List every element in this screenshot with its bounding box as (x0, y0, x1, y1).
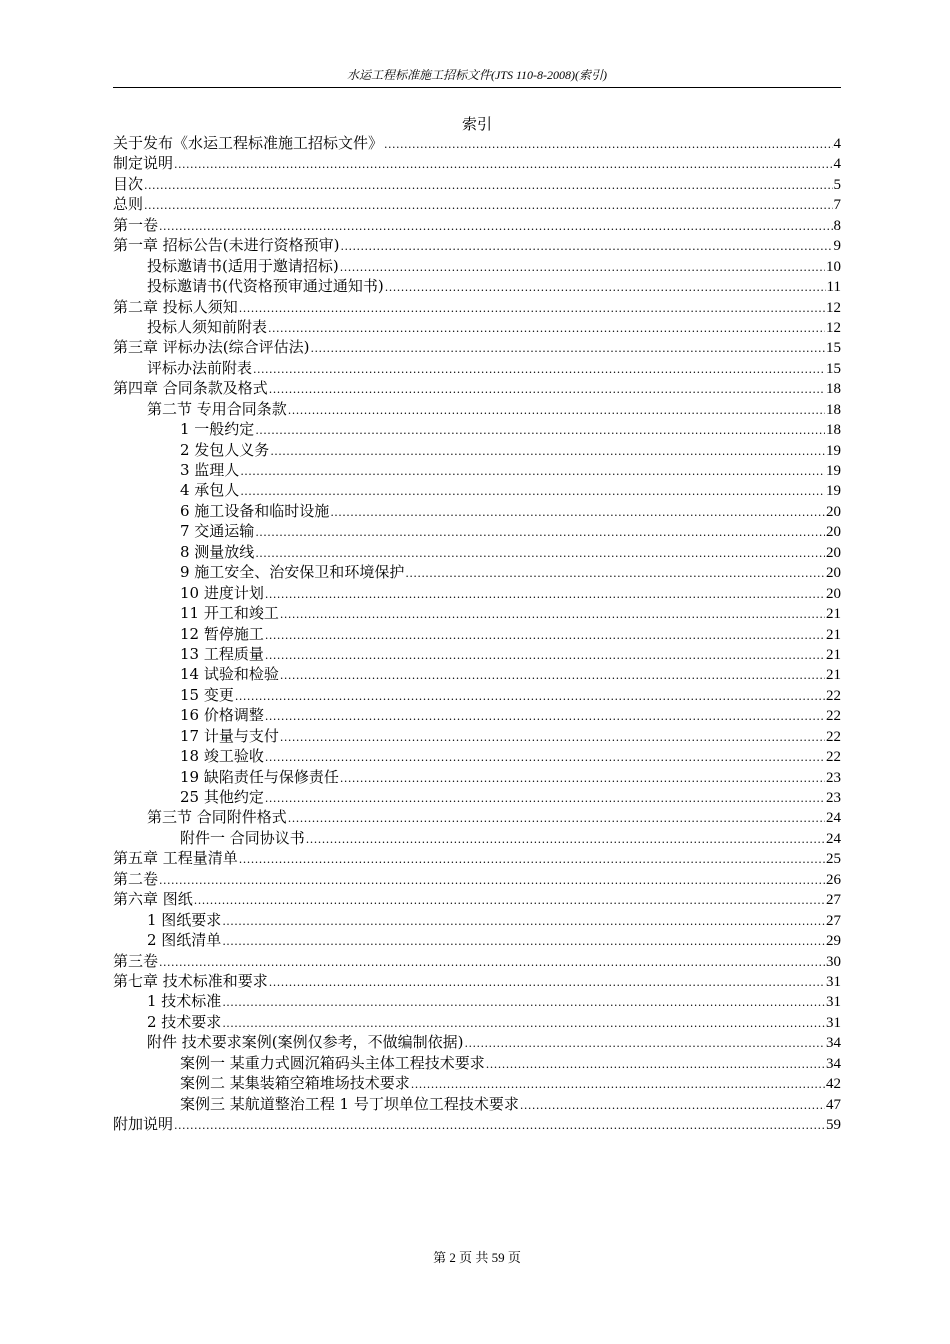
toc-entry[interactable] (113, 1073, 841, 1093)
toc-entry-page: 21 (826, 667, 841, 684)
toc-leader-dots (235, 687, 825, 705)
toc-entry-label: 第一卷 (113, 215, 159, 234)
toc-entry[interactable] (113, 297, 841, 317)
toc-leader-dots (340, 237, 832, 255)
toc-entry-label: 17 计量与支付 (180, 726, 279, 745)
running-header: 水运工程标准施工招标文件(JTS 110-8-2008)(索引) (346, 68, 608, 82)
toc-leader-dots (330, 503, 825, 521)
toc-entry-label: 第三章 评标办法(综合评估法) (113, 338, 310, 357)
toc-entry[interactable] (113, 1053, 841, 1073)
toc-entry[interactable] (113, 705, 841, 725)
toc-entry[interactable] (113, 480, 841, 500)
toc-entry[interactable] (113, 869, 841, 889)
toc-entry-label: 评标办法前附表 (147, 358, 253, 377)
toc-entry[interactable] (113, 1032, 841, 1052)
toc-entry-page: 31 (826, 973, 841, 990)
toc-leader-dots (384, 135, 832, 153)
toc-entry-label: 1 图纸要求 (147, 910, 222, 929)
toc-entry-page: 20 (826, 524, 841, 541)
toc-entry-page: 12 (826, 299, 841, 316)
toc-entry-page: 27 (826, 892, 841, 909)
toc-leader-dots (464, 1034, 825, 1052)
toc-entry-page: 24 (826, 810, 841, 827)
toc-entry-label: 投标邀请书(适用于邀请招标) (147, 256, 339, 275)
toc-entry-page: 47 (826, 1096, 841, 1113)
toc-entry-label: 第三卷 (113, 951, 159, 970)
toc-entry[interactable] (113, 501, 841, 521)
toc-entry-label: 15 变更 (180, 685, 234, 704)
toc-entry-page: 15 (826, 360, 841, 377)
toc-entry-label: 1 技术标准 (147, 992, 222, 1011)
toc-leader-dots (310, 339, 825, 357)
toc-entry-page: 31 (826, 994, 841, 1011)
toc-entry[interactable] (113, 583, 841, 603)
toc-entry-label: 7 交通运输 (180, 522, 255, 541)
toc-entry-label: 11 开工和竣工 (180, 604, 279, 623)
toc-entry-label: 总则 (113, 195, 144, 214)
toc-entry-page: 19 (826, 442, 841, 459)
toc-entry-page: 15 (826, 340, 841, 357)
toc-entry[interactable] (113, 378, 841, 398)
toc-entry-label: 第四章 合同条款及格式 (113, 379, 268, 398)
toc-entry[interactable] (113, 358, 841, 378)
toc-entry-label: 制定说明 (113, 154, 174, 173)
toc-entry-label: 16 价格调整 (180, 706, 264, 725)
toc-leader-dots (265, 646, 825, 664)
toc-entry[interactable] (113, 1012, 841, 1032)
toc-entry-label: 附件一 合同协议书 (180, 828, 305, 847)
toc-entry-page: 18 (826, 401, 841, 418)
toc-entry-page: 5 (833, 176, 841, 193)
toc-leader-dots (255, 421, 825, 439)
toc-leader-dots (240, 462, 825, 480)
toc-entry-label: 12 暂停施工 (180, 624, 264, 643)
toc-leader-dots (270, 442, 825, 460)
toc-entry-page: 23 (826, 769, 841, 786)
toc-entry-page: 8 (833, 217, 841, 234)
toc-entry[interactable] (113, 1094, 841, 1114)
toc-leader-dots (222, 993, 825, 1011)
toc-entry-page: 21 (826, 626, 841, 643)
toc-entry-page: 34 (826, 1035, 841, 1052)
toc-leader-dots (174, 1116, 825, 1134)
toc-leader-dots (268, 319, 825, 337)
toc-entry-label: 第六章 图纸 (113, 890, 193, 909)
toc-entry-page: 11 (826, 279, 841, 296)
header-rule (113, 87, 841, 88)
toc-entry-label: 4 承包人 (180, 481, 240, 500)
toc-leader-dots (239, 299, 825, 317)
toc-leader-dots (265, 585, 825, 603)
toc-leader-dots (144, 176, 832, 194)
toc-entry[interactable] (113, 133, 841, 153)
toc-leader-dots (255, 544, 825, 562)
toc-entry-page: 25 (826, 851, 841, 868)
toc-entry-label: 案例二 某集装箱空箱堆场技术要求 (180, 1074, 410, 1093)
toc-entry-label: 第二章 投标人须知 (113, 297, 238, 316)
toc-leader-dots (239, 850, 825, 868)
toc-leader-dots (240, 482, 825, 500)
toc-leader-dots (340, 769, 825, 787)
toc-entry[interactable] (113, 337, 841, 357)
toc-entry-page: 42 (826, 1076, 841, 1093)
toc-entry[interactable] (113, 235, 841, 255)
toc-entry[interactable] (113, 542, 841, 562)
toc-entry-page: 19 (826, 483, 841, 500)
toc-entry-page: 59 (826, 1117, 841, 1133)
toc-entry-page: 26 (826, 871, 841, 888)
toc-entry-label: 2 技术要求 (147, 1012, 222, 1031)
toc-leader-dots (520, 1096, 825, 1114)
page-title: 索引 (461, 115, 492, 133)
toc-leader-dots (222, 912, 825, 930)
toc-entry[interactable] (113, 624, 841, 644)
toc-leader-dots (265, 707, 825, 725)
toc-entry[interactable] (113, 930, 841, 950)
toc-entry[interactable] (113, 889, 841, 909)
toc-leader-dots (280, 728, 825, 746)
toc-leader-dots (144, 196, 832, 214)
toc-entry-label: 6 施工设备和临时设施 (180, 501, 330, 520)
toc-leader-dots (255, 523, 825, 541)
toc-leader-dots (194, 891, 825, 909)
page-footer: 第 2 页 共 59 页 (433, 1250, 521, 1265)
toc-entry[interactable] (113, 440, 841, 460)
toc-entry[interactable] (113, 971, 841, 991)
toc-leader-dots (269, 973, 825, 991)
toc-entry-label: 13 工程质量 (180, 644, 264, 663)
toc-leader-dots (405, 564, 825, 582)
toc-entry-page: 34 (826, 1055, 841, 1072)
toc-entry-label: 2 发包人义务 (180, 440, 270, 459)
toc-entry[interactable] (113, 256, 841, 276)
toc-entry-page: 4 (833, 156, 841, 173)
toc-entry-page: 21 (826, 606, 841, 623)
toc-entry-page: 20 (826, 544, 841, 561)
toc-entry[interactable] (113, 685, 841, 705)
toc-leader-dots (159, 953, 825, 971)
toc-leader-dots (306, 830, 825, 848)
toc-entry-label: 案例三 某航道整治工程 1 号丁坝单位工程技术要求 (180, 1094, 519, 1113)
toc-entry-label: 8 测量放线 (180, 542, 255, 561)
toc-entry[interactable] (113, 317, 841, 337)
toc-entry-label: 附件 技术要求案例(案例仅参考，不做编制依据) (147, 1033, 464, 1052)
toc-entry[interactable] (113, 276, 841, 296)
toc-entry[interactable] (113, 460, 841, 480)
toc-entry[interactable] (113, 664, 841, 684)
toc-entry-label: 25 其他约定 (180, 788, 264, 806)
toc-entry-page: 22 (826, 749, 841, 766)
toc-leader-dots (288, 809, 825, 827)
toc-leader-dots (340, 258, 825, 276)
toc-entry[interactable] (113, 807, 841, 827)
toc-entry-label: 3 监理人 (180, 461, 240, 479)
toc-entry-label: 第二卷 (113, 869, 159, 888)
toc-entry-page: 31 (826, 1014, 841, 1031)
toc-entry-label: 目次 (113, 174, 144, 193)
toc-entry-page: 20 (826, 585, 841, 602)
toc-entry-page: 20 (826, 503, 841, 520)
toc-entry-page: 27 (826, 912, 841, 929)
toc-leader-dots (159, 217, 832, 235)
toc-entry-label: 案例一 某重力式圆沉箱码头主体工程技术要求 (180, 1053, 485, 1072)
toc-entry-label: 投标人须知前附表 (147, 317, 268, 336)
toc-leader-dots (269, 380, 825, 398)
toc-entry[interactable] (113, 991, 841, 1011)
toc-entry-label: 14 试验和检验 (180, 665, 279, 684)
toc-entry[interactable] (113, 419, 841, 439)
toc-entry[interactable] (113, 153, 841, 173)
toc-entry[interactable] (113, 215, 841, 235)
toc-leader-dots (265, 626, 825, 644)
toc-entry[interactable] (113, 644, 841, 664)
toc-entry-page: 22 (826, 687, 841, 704)
toc-leader-dots (265, 789, 825, 807)
toc-entry[interactable] (113, 194, 841, 214)
toc-entry-page: 22 (826, 728, 841, 745)
toc-entry[interactable] (113, 951, 841, 971)
toc-entry[interactable] (113, 787, 841, 807)
toc-entry-page: 20 (826, 565, 841, 582)
toc-entry[interactable] (113, 562, 841, 582)
toc-entry-label: 2 图纸清单 (147, 931, 222, 950)
toc-entry-page: 19 (826, 463, 841, 479)
toc-entry-label: 第二节 专用合同条款 (147, 399, 287, 418)
toc-entry-page: 12 (826, 319, 841, 336)
toc-entry-label: 第三节 合同附件格式 (147, 808, 287, 827)
toc-entry[interactable] (113, 174, 841, 194)
toc-entry[interactable] (113, 910, 841, 930)
toc-entry-page: 10 (826, 258, 841, 275)
toc-entry-page: 24 (826, 830, 841, 847)
toc-leader-dots (253, 360, 825, 378)
toc-leader-dots (280, 605, 825, 623)
toc-entry-label: 1 一般约定 (180, 420, 255, 439)
toc-entry[interactable] (113, 1114, 841, 1134)
toc-entry[interactable] (113, 746, 841, 766)
toc-entry-page: 23 (826, 790, 841, 806)
toc-entry-page: 9 (833, 238, 841, 255)
toc-entry-label: 19 缺陷责任与保修责任 (180, 767, 339, 786)
toc-entry[interactable] (113, 399, 841, 419)
toc-leader-dots (222, 1014, 825, 1032)
toc-entry-page: 18 (826, 381, 841, 398)
toc-entry-page: 18 (826, 422, 841, 439)
toc-entry-label: 投标邀请书(代资格预审通过通知书) (147, 277, 384, 296)
toc-leader-dots (385, 278, 826, 296)
toc-entry-page: 21 (826, 646, 841, 663)
toc-entry-label: 18 竣工验收 (180, 747, 264, 766)
toc-entry-label: 第五章 工程量清单 (113, 849, 238, 868)
toc-entry[interactable] (113, 726, 841, 746)
toc-entry-label: 关于发布《水运工程标准施工招标文件》 (113, 134, 384, 152)
toc-entry-label: 10 进度计划 (180, 583, 264, 602)
toc-leader-dots (265, 748, 825, 766)
toc-entry[interactable] (113, 848, 841, 868)
toc-entry-page: 22 (826, 708, 841, 725)
toc-entry-label: 9 施工安全、治安保卫和环境保护 (180, 563, 405, 582)
table-of-contents (113, 133, 841, 1134)
toc-entry[interactable] (113, 521, 841, 541)
toc-entry-label: 附加说明 (113, 1115, 174, 1133)
toc-leader-dots (486, 1055, 825, 1073)
toc-leader-dots (159, 871, 825, 889)
toc-entry-label: 第一章 招标公告(未进行资格预审) (113, 236, 340, 255)
toc-entry[interactable] (113, 603, 841, 623)
toc-entry[interactable] (113, 767, 841, 787)
toc-leader-dots (174, 155, 832, 173)
toc-leader-dots (411, 1075, 825, 1093)
toc-entry-label: 第七章 技术标准和要求 (113, 971, 268, 990)
toc-entry-page: 4 (833, 136, 841, 152)
toc-entry-page: 30 (826, 953, 841, 970)
toc-leader-dots (222, 932, 825, 950)
toc-entry-page: 29 (826, 933, 841, 950)
toc-entry-page: 7 (833, 197, 841, 214)
toc-leader-dots (280, 666, 825, 684)
toc-leader-dots (288, 401, 825, 419)
toc-entry[interactable] (113, 828, 841, 848)
